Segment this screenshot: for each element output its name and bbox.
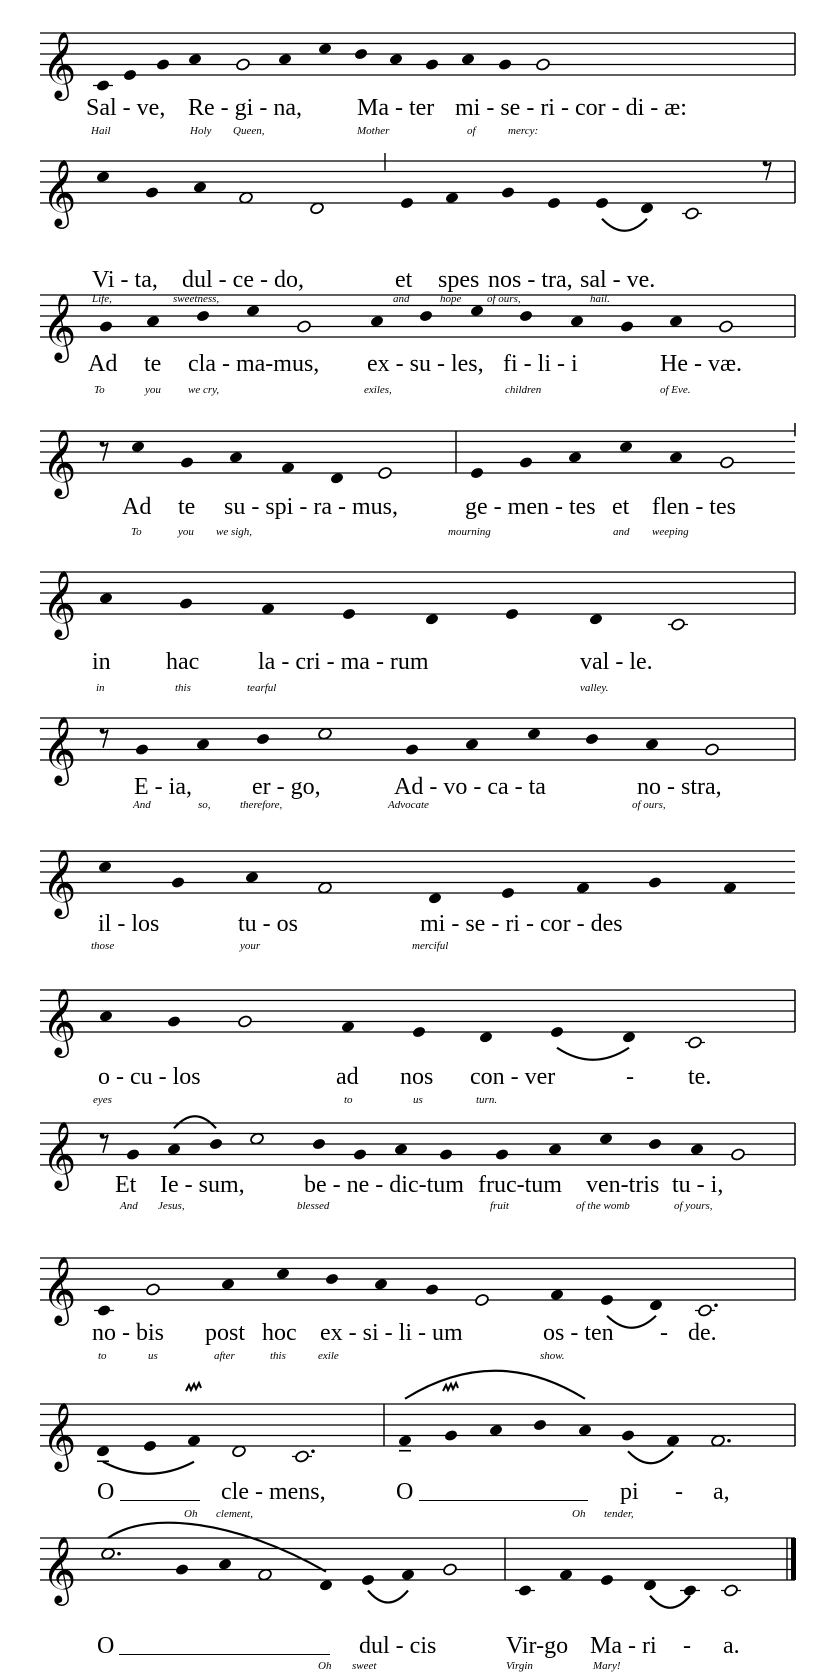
- lyric-syllables: Ad: [88, 351, 118, 377]
- english-translation: we sigh,: [216, 526, 253, 538]
- lyric-syllables: Ma - ri: [590, 1633, 657, 1659]
- slur: [607, 1316, 656, 1328]
- staff: [0, 277, 825, 417]
- english-translation: this: [175, 682, 191, 694]
- eighth-rest-icon: [763, 161, 771, 180]
- half-note: [237, 1015, 252, 1029]
- english-translation: eyes: [93, 1094, 112, 1106]
- lyric-syllables: -: [626, 1064, 634, 1090]
- english-translation: of ours,: [632, 799, 666, 811]
- quarter-note: [174, 1563, 189, 1577]
- staff-system: [0, 554, 825, 694]
- lyric-syllables: et: [612, 494, 630, 520]
- english-translation: Hail: [91, 125, 111, 137]
- melisma-extender-line: [119, 1654, 330, 1655]
- lyric-syllables: ad: [336, 1064, 359, 1090]
- lyric-syllables: fi - li - i: [503, 351, 578, 377]
- lyric-syllables: cle - mens,: [221, 1479, 326, 1505]
- half-note: [721, 1584, 741, 1598]
- lyric-syllables: tu - i,: [672, 1172, 724, 1198]
- english-translation: of ours,: [487, 293, 521, 305]
- quarter-note: [311, 1137, 326, 1151]
- half-note: [682, 207, 702, 221]
- quarter-note: [680, 1584, 700, 1598]
- quarter-note: [98, 320, 113, 334]
- lyric-syllables: Ad: [122, 494, 152, 520]
- english-translation: And: [133, 799, 151, 811]
- lyric-syllables: a,: [713, 1479, 730, 1505]
- half-note: [719, 456, 734, 470]
- quarter-note: [619, 320, 634, 334]
- lyric-syllables: a.: [723, 1633, 740, 1659]
- quarter-note: [93, 79, 113, 93]
- english-translation: and: [393, 293, 410, 305]
- english-translation: To: [94, 384, 105, 396]
- half-note: [296, 320, 311, 334]
- melisma-extender-line: [419, 1500, 588, 1501]
- quarter-note: [360, 1573, 375, 1587]
- half-note: [474, 1293, 489, 1307]
- staff: [0, 1386, 825, 1526]
- lyric-syllables: et: [395, 267, 413, 293]
- quarter-note: [424, 58, 439, 72]
- english-translation: Virgin: [506, 1660, 533, 1672]
- lyric-syllables: ven-tris: [586, 1172, 660, 1198]
- lyric-syllables: sal - ve.: [580, 267, 656, 293]
- half-note: [685, 1036, 705, 1050]
- english-translation: Mary!: [593, 1660, 621, 1672]
- lyric-syllables: O: [97, 1633, 115, 1659]
- slur: [368, 1591, 408, 1603]
- english-translation: of: [467, 125, 476, 137]
- staff-system: [0, 1105, 825, 1245]
- english-translation: Oh: [572, 1508, 586, 1520]
- lyric-syllables: pi: [620, 1479, 639, 1505]
- quarter-note: [95, 1444, 110, 1461]
- staff: [0, 972, 825, 1112]
- slur: [103, 1462, 194, 1474]
- english-translation: Jesus,: [158, 1200, 185, 1212]
- english-translation: Oh: [318, 1660, 332, 1672]
- english-translation: children: [505, 384, 542, 396]
- lyric-syllables: de.: [688, 1320, 717, 1346]
- lyric-syllables: in: [92, 649, 111, 675]
- lyric-syllables: o - cu - los: [98, 1064, 201, 1090]
- treble-clef-icon: 𝄞: [42, 1255, 77, 1323]
- lyric-syllables: Re - gi - na,: [188, 95, 302, 121]
- english-translation: Life,: [92, 293, 112, 305]
- lyric-syllables: Et: [115, 1172, 137, 1198]
- staff-system: [0, 972, 825, 1112]
- english-translation: valley.: [580, 682, 609, 694]
- english-translation: those: [91, 940, 115, 952]
- treble-clef-icon: 𝄞: [42, 1120, 77, 1188]
- slur: [650, 1596, 690, 1608]
- quarter-note: [353, 47, 368, 61]
- english-translation: blessed: [297, 1200, 330, 1212]
- quarter-note: [647, 1137, 662, 1151]
- lyric-syllables: Ma - ter: [357, 95, 435, 121]
- english-translation: of Eve.: [660, 384, 691, 396]
- dot: [117, 1552, 121, 1556]
- lyric-syllables: su - spi - ra - mus,: [224, 494, 398, 520]
- english-translation: to: [98, 1350, 107, 1362]
- half-note: [145, 1283, 160, 1297]
- staff-system: [0, 700, 825, 840]
- english-translation: in: [96, 682, 105, 694]
- english-translation: you: [178, 526, 194, 538]
- treble-clef-icon: 𝄞: [42, 1401, 77, 1469]
- lyric-syllables: -: [683, 1633, 691, 1659]
- lyric-syllables: tu - os: [238, 911, 298, 937]
- english-translation: hope: [440, 293, 462, 305]
- staff-system: [0, 143, 825, 305]
- quarter-note: [599, 1293, 614, 1307]
- english-translation: so,: [198, 799, 211, 811]
- half-note: [292, 1449, 315, 1463]
- staff: [0, 700, 825, 840]
- quarter-note: [497, 58, 512, 72]
- treble-clef-icon: 𝄞: [42, 428, 77, 496]
- lyric-syllables: il - los: [98, 911, 160, 937]
- english-translation: tender,: [604, 1508, 634, 1520]
- english-translation: mourning: [448, 526, 491, 538]
- lyric-syllables: Vi - ta,: [92, 267, 158, 293]
- eighth-rest-icon: [100, 728, 108, 747]
- english-translation: show.: [540, 1350, 565, 1362]
- treble-clef-icon: 𝄞: [42, 987, 77, 1055]
- quarter-note: [532, 1418, 547, 1432]
- half-note: [704, 743, 719, 757]
- english-translation: sweet: [352, 1660, 377, 1672]
- lyric-syllables: dul - ce - do,: [182, 267, 304, 293]
- half-note: [730, 1148, 745, 1162]
- lyric-syllables: flen - tes: [652, 494, 736, 520]
- quarter-note: [324, 1272, 339, 1286]
- quarter-note: [155, 58, 170, 72]
- english-translation: us: [413, 1094, 423, 1106]
- half-note: [695, 1303, 718, 1317]
- quarter-note: [404, 743, 419, 757]
- quarter-note: [134, 743, 149, 757]
- english-translation: To: [131, 526, 142, 538]
- half-note: [377, 466, 392, 480]
- lyric-syllables: con - ver: [470, 1064, 556, 1090]
- lyric-syllables: te: [144, 351, 162, 377]
- staff: [0, 143, 825, 283]
- quarter-note: [144, 186, 159, 200]
- dot: [714, 1303, 718, 1307]
- quarter-note: [142, 1439, 157, 1453]
- quarter-note: [620, 1429, 635, 1443]
- quarter-note: [546, 196, 561, 210]
- staff: [0, 413, 825, 553]
- english-translation: you: [145, 384, 161, 396]
- english-translation: to: [344, 1094, 353, 1106]
- quarter-note: [186, 1383, 202, 1448]
- half-note: [235, 58, 250, 72]
- quarter-note: [443, 1383, 459, 1442]
- slur: [174, 1116, 216, 1128]
- english-translation: Mother: [357, 125, 390, 137]
- english-translation: mercy:: [508, 125, 539, 137]
- lyric-hyphen: -: [660, 1320, 668, 1346]
- melisma-extender-line: [120, 1500, 200, 1501]
- english-translation: fruit: [490, 1200, 509, 1212]
- quarter-note: [438, 1148, 453, 1162]
- english-translation: Advocate: [388, 799, 429, 811]
- lyric-syllables: post: [205, 1320, 246, 1346]
- lyric-syllables: te.: [688, 1064, 712, 1090]
- half-note: [668, 618, 688, 632]
- lyric-syllables: hac: [166, 649, 200, 675]
- quarter-note: [515, 1584, 535, 1598]
- english-translation: of the womb: [576, 1200, 630, 1212]
- english-translation: And: [120, 1200, 138, 1212]
- slur: [602, 219, 647, 231]
- treble-clef-icon: 𝄞: [42, 292, 77, 360]
- staff: [0, 1240, 825, 1380]
- lyric-syllables: no - stra,: [637, 774, 722, 800]
- eighth-rest-icon: [100, 441, 108, 460]
- eighth-rest-icon: [100, 1133, 108, 1152]
- quarter-note: [94, 1304, 114, 1318]
- quarter-note: [500, 186, 515, 200]
- lyric-syllables: os - ten: [543, 1320, 614, 1346]
- lyric-syllables: ex - si - li - um: [320, 1320, 463, 1346]
- english-translation: this: [270, 1350, 286, 1362]
- quarter-note: [647, 876, 662, 890]
- quarter-note: [494, 1148, 509, 1162]
- english-translation: sweetness,: [173, 293, 220, 305]
- lyric-syllables: nos: [400, 1064, 434, 1090]
- english-translation: after: [214, 1350, 235, 1362]
- lyric-syllables: ge - men - tes: [465, 494, 596, 520]
- quarter-note: [599, 1573, 614, 1587]
- english-translation: we cry,: [188, 384, 220, 396]
- treble-clef-icon: 𝄞: [42, 715, 77, 783]
- treble-clef-icon: 𝄞: [42, 848, 77, 916]
- lyric-syllables: fruc-tum: [478, 1172, 562, 1198]
- english-translation: exile: [318, 1350, 339, 1362]
- english-translation: Queen,: [233, 125, 265, 137]
- english-translation: therefore,: [240, 799, 283, 811]
- dot: [311, 1449, 315, 1453]
- quarter-note: [500, 886, 515, 900]
- lyric-syllables: nos - tra,: [488, 267, 573, 293]
- english-translation: hail.: [590, 293, 610, 305]
- lyric-syllables: Vir-go: [506, 1633, 569, 1659]
- lyric-syllables: er - go,: [252, 774, 321, 800]
- lyric-syllables: O: [97, 1479, 115, 1505]
- quarter-note: [469, 466, 484, 480]
- half-note: [535, 58, 550, 72]
- quarter-note: [518, 309, 533, 323]
- slur: [557, 1048, 629, 1060]
- staff: [0, 15, 825, 155]
- lyric-syllables: hoc: [262, 1320, 297, 1346]
- quarter-note: [179, 456, 194, 470]
- mordent-icon: [186, 1383, 201, 1391]
- lyric-syllables: la - cri - ma - rum: [258, 649, 429, 675]
- quarter-note: [341, 607, 356, 621]
- lyric-syllables: ex - su - les,: [367, 351, 484, 377]
- quarter-note: [594, 196, 609, 210]
- lyric-syllables: Ad - vo - ca - ta: [394, 774, 546, 800]
- lyric-syllables: te: [178, 494, 196, 520]
- treble-clef-icon: 𝄞: [42, 569, 77, 637]
- quarter-note: [122, 68, 137, 82]
- staff-system: [0, 413, 825, 553]
- lyric-syllables: dul - cis: [359, 1633, 437, 1659]
- english-translation: your: [240, 940, 261, 952]
- lyric-syllables: cla - ma-mus,: [188, 351, 320, 377]
- staff: [0, 833, 825, 973]
- english-translation: weeping: [652, 526, 689, 538]
- lyric-syllables: E - ia,: [134, 774, 192, 800]
- quarter-note: [549, 1025, 564, 1039]
- lyric-syllables: spes: [438, 267, 480, 293]
- quarter-note: [424, 1283, 439, 1297]
- english-translation: exiles,: [364, 384, 392, 396]
- quarter-note: [411, 1025, 426, 1039]
- quarter-note: [397, 1434, 412, 1451]
- lyric-syllables: Sal - ve,: [86, 95, 166, 121]
- quarter-note: [166, 1015, 181, 1029]
- quarter-note: [125, 1148, 140, 1162]
- quarter-note: [178, 597, 193, 611]
- lyric-syllables: O: [396, 1479, 414, 1505]
- staff-system: [0, 1240, 825, 1380]
- staff-system: [0, 1386, 825, 1526]
- half-note: [718, 320, 733, 334]
- staff-system: [0, 1520, 825, 1672]
- english-translation: and: [613, 526, 630, 538]
- quarter-note: [208, 1137, 223, 1151]
- quarter-note: [584, 732, 599, 746]
- quarter-note: [170, 876, 185, 890]
- staff-system: [0, 833, 825, 973]
- dot: [727, 1439, 731, 1443]
- quarter-note: [418, 309, 433, 323]
- quarter-note: [352, 1148, 367, 1162]
- mordent-icon: [443, 1383, 458, 1391]
- english-translation: us: [148, 1350, 158, 1362]
- lyric-syllables: -: [675, 1479, 683, 1505]
- english-translation: merciful: [412, 940, 449, 952]
- quarter-note: [518, 456, 533, 470]
- quarter-note: [399, 196, 414, 210]
- slur: [628, 1451, 673, 1463]
- staff-system: [0, 277, 825, 417]
- quarter-note: [504, 607, 519, 621]
- english-translation: turn.: [476, 1094, 498, 1106]
- final-barline-thick: [791, 1538, 796, 1580]
- lyric-syllables: no - bis: [92, 1320, 164, 1346]
- lyric-syllables: mi - se - ri - cor - di - æ:: [455, 95, 687, 121]
- staff-system: [0, 15, 825, 155]
- slur: [108, 1523, 326, 1572]
- lyric-syllables: be - ne - dic-tum: [304, 1172, 464, 1198]
- english-translation: clement,: [216, 1508, 253, 1520]
- english-translation: Holy: [190, 125, 212, 137]
- lyric-syllables: mi - se - ri - cor - des: [420, 911, 623, 937]
- lyric-syllables: Ie - sum,: [160, 1172, 245, 1198]
- treble-clef-icon: 𝄞: [42, 158, 77, 226]
- quarter-note: [195, 309, 210, 323]
- lyric-syllables: val - le.: [580, 649, 653, 675]
- english-translation: of yours,: [674, 1200, 713, 1212]
- english-translation: tearful: [247, 682, 277, 694]
- treble-clef-icon: 𝄞: [42, 1535, 77, 1603]
- treble-clef-icon: 𝄞: [42, 30, 77, 98]
- english-translation: Oh: [184, 1508, 198, 1520]
- lyric-syllables: He - væ.: [660, 351, 742, 377]
- quarter-note: [255, 732, 270, 746]
- half-note: [442, 1563, 457, 1577]
